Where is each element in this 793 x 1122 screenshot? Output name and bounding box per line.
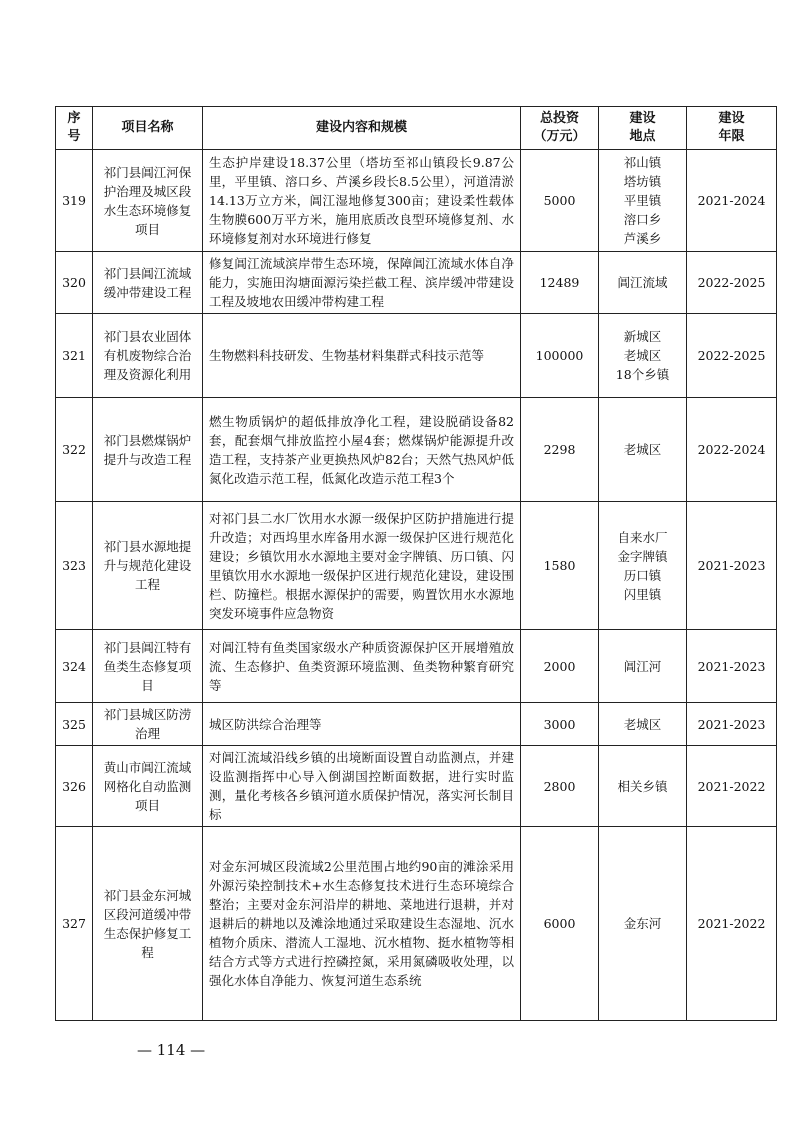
row-investment: 1580 xyxy=(521,502,599,630)
row-location: 自来水厂 金字牌镇 历口镇 闪里镇 xyxy=(599,502,687,630)
row-content: 对金东河城区段流域2公里范围占地约90亩的滩涂采用外源污染控制技术+水生态修复技术进行生态环境综合整治；主要对金东河沿岸的耕地、菜地进行退耕，并对退耕后的耕地以及滩涂地通过采取建设生态湿地、沉水植物介质床、潜流人工湿地、沉水植物、挺水植物等相结合方式等方式进行控磷控氮，采用氮磷吸收处理，以强化水体自净能力、恢复河道生态系统 xyxy=(203,827,521,1021)
row-location: 阊江河 xyxy=(599,630,687,703)
row-project-name: 祁门县阊江特有鱼类生态修复项目 xyxy=(93,630,203,703)
header-seq: 序 号 xyxy=(56,107,93,150)
row-project-name: 祁门县城区防涝治理 xyxy=(93,703,203,746)
row-investment: 2800 xyxy=(521,746,599,827)
row-period: 2021-2023 xyxy=(687,703,777,746)
row-period: 2021-2023 xyxy=(687,502,777,630)
row-project-name: 黄山市阊江流域网格化自动监测项目 xyxy=(93,746,203,827)
row-location: 老城区 xyxy=(599,703,687,746)
row-location: 新城区 老城区 18个乡镇 xyxy=(599,314,687,398)
header-investment: 总投资 （万元） xyxy=(521,107,599,150)
table-row xyxy=(56,398,777,502)
row-content: 燃生物质锅炉的超低排放净化工程，建设脱硝设备82套，配套烟气排放监控小屋4套；燃煤锅炉能源提升改造工程，支持茶产业更换热风炉82台；天然气热风炉低氮化改造示范工程，低氮化改造示范工程3个 xyxy=(203,398,521,502)
row-content: 对祁门县二水厂饮用水水源一级保护区防护措施进行提升改造；对西坞里水库备用水源一级保护区进行规范化建设；乡镇饮用水水源地主要对金字牌镇、历口镇、闪里镇饮用水水源地一级保护区进行规范化建设，建设围栏、防撞栏。根据水源保护的需要，购置饮用水水源地突发环境事件应急物资 xyxy=(203,502,521,630)
table-body xyxy=(56,150,777,1021)
table-row xyxy=(56,502,777,630)
row-period: 2022-2024 xyxy=(687,398,777,502)
row-investment: 2000 xyxy=(521,630,599,703)
row-seq: 326 xyxy=(56,746,93,827)
row-content: 修复阊江流域滨岸带生态环境，保障阊江流域水体自净能力，实施田沟塘面源污染拦截工程、滨岸缓冲带建设工程及坡地农田缓冲带构建工程 xyxy=(203,252,521,314)
header-period: 建设 年限 xyxy=(687,107,777,150)
row-location: 相关乡镇 xyxy=(599,746,687,827)
row-content: 对阊江特有鱼类国家级水产种质资源保护区开展增殖放流、生态修护、鱼类资源环境监测、鱼类物种繁育研究等 xyxy=(203,630,521,703)
row-project-name: 祁门县燃煤锅炉提升与改造工程 xyxy=(93,398,203,502)
row-content: 生物燃料科技研发、生物基材料集群式科技示范等 xyxy=(203,314,521,398)
row-seq: 324 xyxy=(56,630,93,703)
row-investment: 12489 xyxy=(521,252,599,314)
row-period: 2021-2022 xyxy=(687,827,777,1021)
table-row xyxy=(56,746,777,827)
row-location: 金东河 xyxy=(599,827,687,1021)
row-period: 2021-2022 xyxy=(687,746,777,827)
table-row xyxy=(56,150,777,252)
row-project-name: 祁门县阊江河保护治理及城区段水生态环境修复项目 xyxy=(93,150,203,252)
row-period: 2022-2025 xyxy=(687,252,777,314)
page-number: — 114 — xyxy=(137,1041,206,1059)
row-seq: 321 xyxy=(56,314,93,398)
row-location: 阊江流域 xyxy=(599,252,687,314)
project-table xyxy=(55,106,777,1021)
row-content: 生态护岸建设18.37公里（塔坊至祁山镇段长9.87公里，平里镇、溶口乡、芦溪乡段长8.5公里），河道清淤14.13万立方米，阊江湿地修复300亩；建设柔性载体生物膜600万平方米，施用底质改良型环境修复剂、水环境修复剂对水环境进行修复 xyxy=(203,150,521,252)
row-project-name: 祁门县水源地提升与规范化建设工程 xyxy=(93,502,203,630)
header-content: 建设内容和规模 xyxy=(203,107,521,150)
row-project-name: 祁门县农业固体有机废物综合治理及资源化利用 xyxy=(93,314,203,398)
header-location: 建设 地点 xyxy=(599,107,687,150)
row-investment: 2298 xyxy=(521,398,599,502)
row-investment: 6000 xyxy=(521,827,599,1021)
row-content: 对阊江流域沿线乡镇的出境断面设置自动监测点，并建设监测指挥中心导入倒湖国控断面数据，进行实时监测，量化考核各乡镇河道水质保护情况，落实河长制目标 xyxy=(203,746,521,827)
row-location: 祁山镇 塔坊镇 平里镇 溶口乡 芦溪乡 xyxy=(599,150,687,252)
row-seq: 320 xyxy=(56,252,93,314)
row-investment: 3000 xyxy=(521,703,599,746)
row-period: 2021-2023 xyxy=(687,630,777,703)
row-period: 2022-2025 xyxy=(687,314,777,398)
row-seq: 323 xyxy=(56,502,93,630)
table-row xyxy=(56,703,777,746)
row-project-name: 祁门县金东河城区段河道缓冲带生态保护修复工程 xyxy=(93,827,203,1021)
row-seq: 327 xyxy=(56,827,93,1021)
row-seq: 325 xyxy=(56,703,93,746)
row-seq: 322 xyxy=(56,398,93,502)
row-project-name: 祁门县阊江流域缓冲带建设工程 xyxy=(93,252,203,314)
header-name: 项目名称 xyxy=(93,107,203,150)
table-row xyxy=(56,827,777,1021)
row-period: 2021-2024 xyxy=(687,150,777,252)
row-content: 城区防洪综合治理等 xyxy=(203,703,521,746)
row-investment: 5000 xyxy=(521,150,599,252)
table-row xyxy=(56,252,777,314)
row-seq: 319 xyxy=(56,150,93,252)
row-investment: 100000 xyxy=(521,314,599,398)
table-header-row xyxy=(56,107,777,150)
table-row xyxy=(56,314,777,398)
row-location: 老城区 xyxy=(599,398,687,502)
table-row xyxy=(56,630,777,703)
